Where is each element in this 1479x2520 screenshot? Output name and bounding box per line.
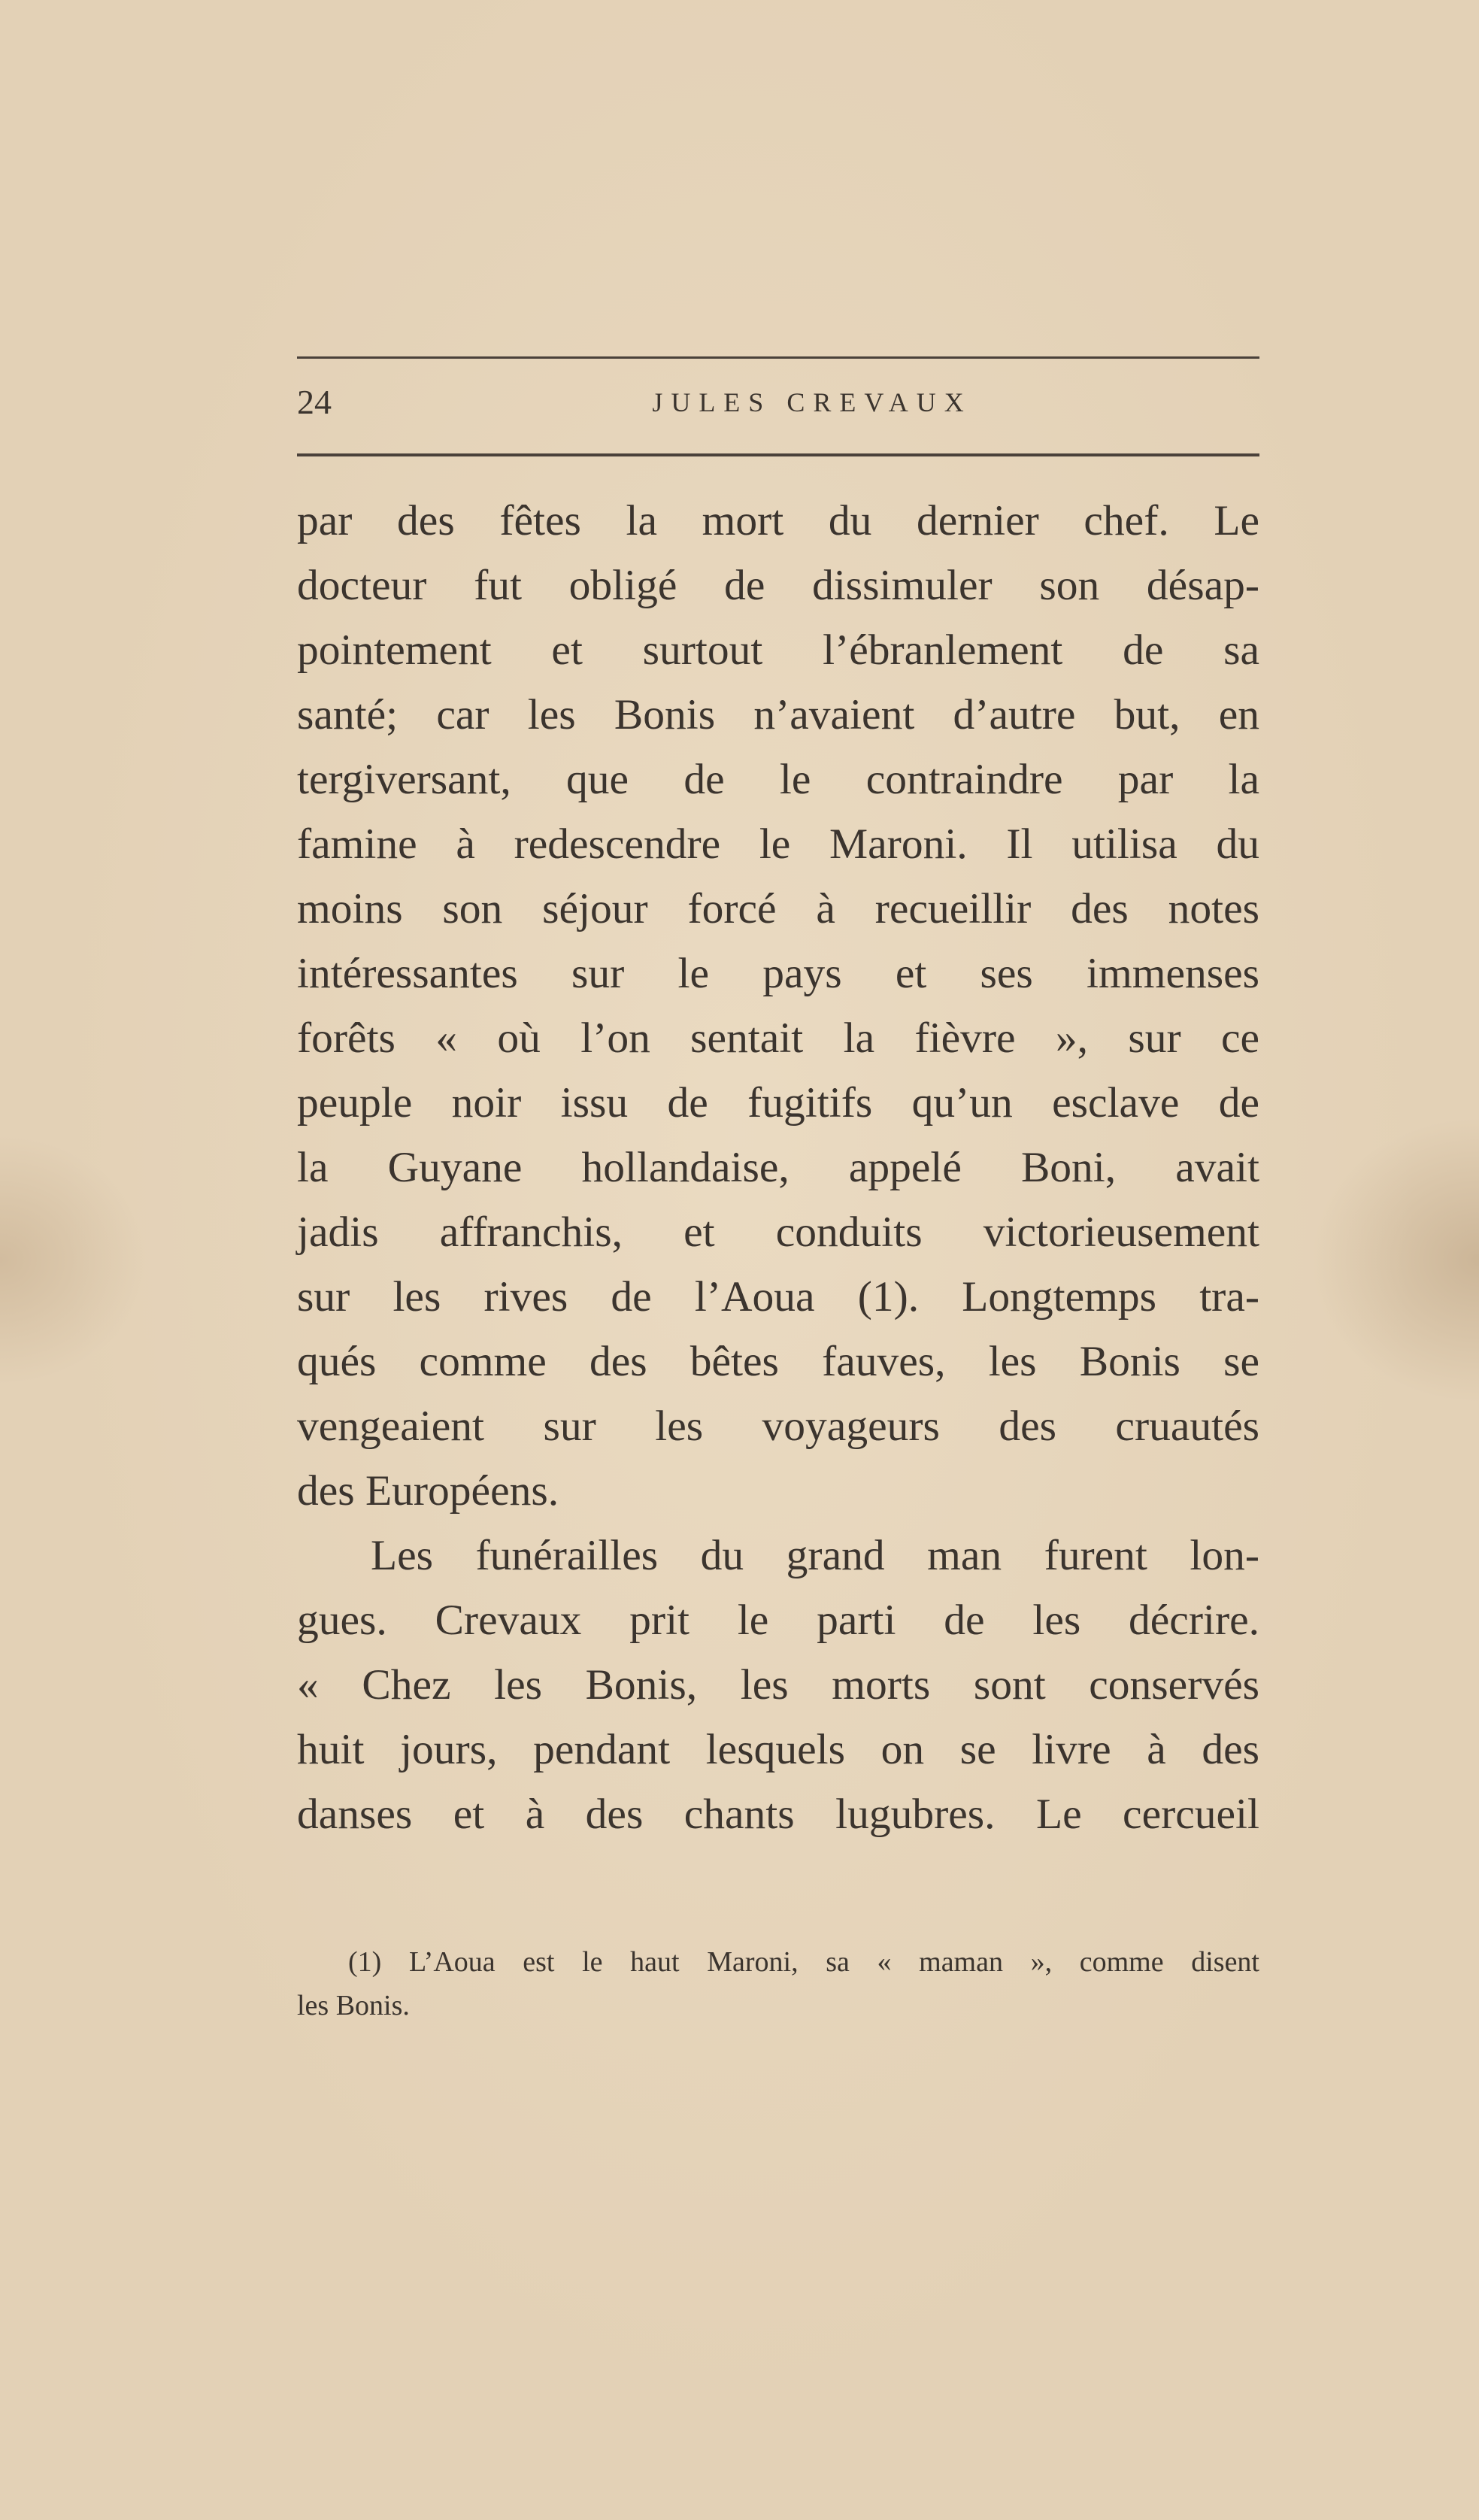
- text-line: jadis affranchis, et conduits victorieusement: [297, 1208, 1259, 1256]
- header-rule-top: [297, 356, 1259, 359]
- text-line: forêts « où l’on sentait la fièvre », sur ce: [297, 1014, 1259, 1062]
- text-line: qués comme des bêtes fauves, les Bonis se: [297, 1338, 1259, 1385]
- body-text: [297, 489, 1259, 1847]
- text-line: la Guyane hollandaise, appelé Boni, avait: [297, 1144, 1259, 1191]
- text-line: par des fêtes la mort du dernier chef. Le: [297, 497, 1259, 544]
- text-line: gues. Crevaux prit le parti de les décrire.: [297, 1597, 1259, 1644]
- text-line: docteur fut obligé de dissimuler son désap-: [297, 562, 1259, 609]
- text-line: des Européens.: [297, 1467, 559, 1515]
- running-head: [297, 376, 1259, 429]
- text-line: pointement et surtout l’ébranlement de sa: [297, 626, 1259, 674]
- page-number: 24: [297, 383, 332, 421]
- text-line: peuple noir issu de fugitifs qu’un esclave de: [297, 1079, 1259, 1127]
- footnote: [297, 1940, 1259, 2027]
- text-line: Les funérailles du grand man furent lon-: [371, 1532, 1259, 1579]
- text-line: « Chez les Bonis, les morts sont conservés: [297, 1661, 1259, 1709]
- running-title: JULES CREVAUX: [652, 387, 972, 417]
- text-line: intéressantes sur le pays et ses immenses: [297, 950, 1259, 997]
- text-line: santé; car les Bonis n’avaient d’autre but, en: [297, 691, 1259, 738]
- text-line: moins son séjour forcé à recueillir des notes: [297, 885, 1259, 932]
- header-rule-bottom: [297, 453, 1259, 456]
- text-line: famine à redescendre le Maroni. Il utilisa du: [297, 820, 1259, 868]
- text-line: danses et à des chants lugubres. Le cercueil: [297, 1791, 1259, 1838]
- footnote-line: les Bonis.: [297, 1990, 410, 2021]
- text-line: huit jours, pendant lesquels on se livre à des: [297, 1726, 1259, 1773]
- text-line: sur les rives de l’Aoua (1). Longtemps tra-: [297, 1273, 1259, 1321]
- text-line: tergiversant, que de le contraindre par la: [297, 756, 1259, 803]
- text-line: vengeaient sur les voyageurs des cruautés: [297, 1403, 1259, 1450]
- footnote-line: (1) L’Aoua est le haut Maroni, sa « maman », comme disent: [348, 1946, 1259, 1978]
